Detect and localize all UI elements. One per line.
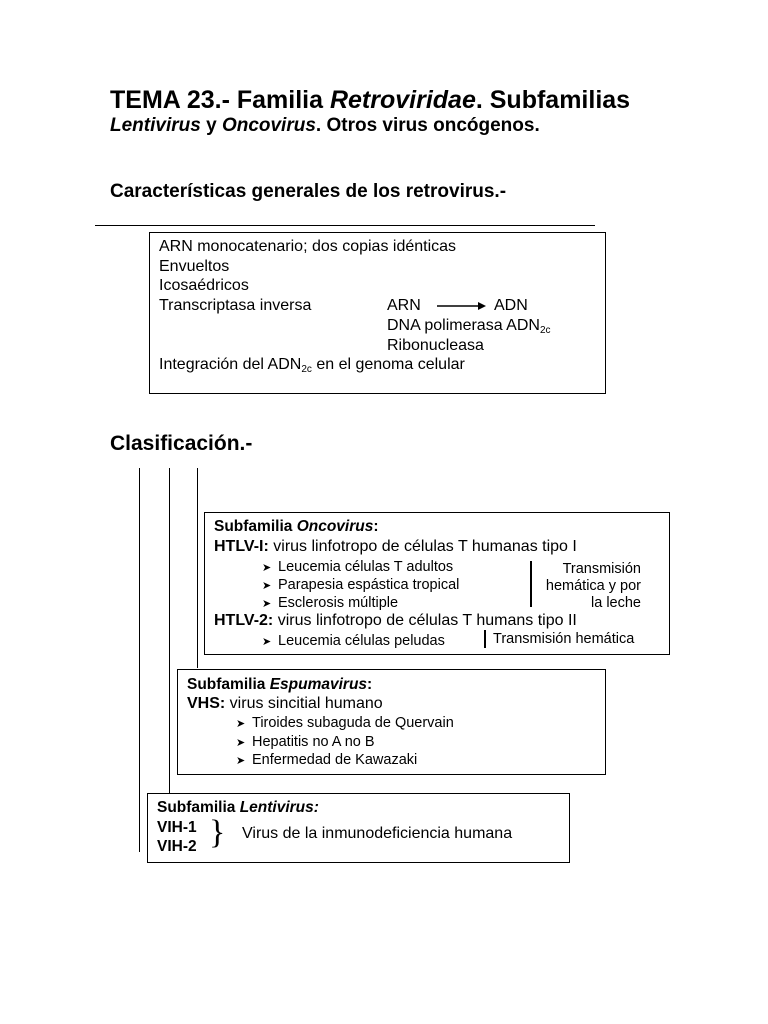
title-text-end: . Subfamilias: [475, 86, 631, 114]
htlv1-item-1: [262, 576, 459, 595]
tree-line-espumavirus: [169, 468, 170, 793]
subtitle-conj: y: [200, 115, 222, 136]
subtitle-oncovirus: Oncovirus: [221, 115, 316, 136]
oncovirus-title-colon: :: [373, 518, 379, 535]
espumavirus-item-0: [236, 714, 454, 733]
lentivirus-title: [157, 798, 319, 818]
vhs-line: [187, 694, 383, 714]
classification-heading: Clasificación.-: [110, 432, 253, 455]
subtitle-text-end: . Otros virus oncógenos.: [315, 115, 540, 136]
bullet-arrow-icon: ➤: [262, 580, 272, 592]
oncovirus-title: [214, 517, 379, 537]
htlv1-item-text: Leucemia células T adultos: [278, 559, 454, 575]
ribonucleasa: Ribonucleasa: [387, 337, 484, 354]
htlv1-transmission-0: Transmisión: [562, 561, 641, 577]
espumavirus-item-2: [236, 751, 417, 770]
dna-polimerasa-text: DNA polimerasa ADN: [387, 317, 540, 334]
htlv1-item-text: Esclerosis múltiple: [278, 595, 399, 611]
feature-line-arn: ARN monocatenario; dos copias idénticas: [159, 238, 457, 255]
lentivirus-title-text: Subfamilia: [157, 799, 240, 816]
vih1-label: VIH-1: [157, 819, 197, 836]
espumavirus-title-colon: :: [367, 676, 373, 693]
features-heading: Características generales de los retrovirus.-: [110, 181, 507, 202]
htlv1-item-0: [262, 558, 453, 577]
integracion-text-end: en el genoma celular: [311, 356, 465, 373]
bullet-arrow-icon: ➤: [262, 598, 272, 610]
feature-line-integracion: [159, 355, 465, 380]
htlv2-separator: [484, 630, 486, 648]
bullet-arrow-icon: ➤: [236, 718, 246, 730]
espumavirus-item-1: [236, 733, 375, 752]
htlv2-item-text: Leucemia células peludas: [278, 633, 445, 649]
arn-label: ARN: [387, 297, 421, 314]
vhs-desc: virus sincitial humano: [225, 695, 383, 712]
espumavirus-title: [187, 675, 372, 695]
htlv2-transmission: Transmisión hemática: [493, 631, 635, 647]
espumavirus-title-text: Subfamilia: [187, 676, 270, 693]
title-text: TEMA 23.- Familia: [110, 86, 330, 114]
lentivirus-title-name: Lentivirus:: [239, 799, 319, 816]
htlv2-name: HTLV-2:: [214, 612, 274, 629]
brace-glyph: }: [209, 814, 226, 851]
subscript-2c: 2c: [539, 325, 551, 336]
espumavirus-item-text: Tiroides subaguda de Quervain: [252, 715, 454, 731]
htlv1-desc: virus linfotropo de células T humanas tipo I: [268, 538, 577, 555]
page-subtitle: [110, 115, 540, 137]
htlv1-transmission-2: la leche: [591, 595, 641, 611]
htlv2-line: [214, 611, 577, 631]
espumavirus-item-text: Hepatitis no A no B: [252, 734, 375, 750]
htlv1-item-text: Parapesia espástica tropical: [278, 577, 460, 593]
heading-underline: [95, 225, 595, 226]
subscript-2c: 2c: [301, 364, 312, 375]
adn-label: ADN: [494, 297, 528, 314]
vih-desc: Virus de la inmunodeficiencia humana: [242, 825, 513, 842]
feature-line-icosaedricos: Icosaédricos: [159, 277, 249, 294]
page-title: [110, 86, 630, 115]
espumavirus-item-text: Enfermedad de Kawazaki: [252, 752, 418, 768]
htlv2-desc: virus linfotropo de células T humans tipo II: [273, 612, 577, 629]
espumavirus-title-name: Espumavirus: [269, 676, 368, 693]
feature-line-transcriptasa: Transcriptasa inversa: [159, 297, 312, 314]
title-family-name: Retroviridae: [329, 86, 476, 114]
htlv2-item-0: [262, 632, 445, 651]
feature-line-envueltos: Envueltos: [159, 258, 230, 275]
oncovirus-title-name: Oncovirus: [296, 518, 374, 535]
vhs-name: VHS:: [187, 695, 226, 712]
htlv1-line: [214, 537, 577, 557]
oncovirus-title-text: Subfamilia: [214, 518, 297, 535]
htlv1-name: HTLV-I:: [214, 538, 269, 555]
vih2-label: VIH-2: [157, 838, 197, 855]
subtitle-lentivirus: Lentivirus: [110, 115, 201, 136]
arrow-right-icon: [436, 300, 488, 312]
integracion-text: Integración del ADN: [159, 356, 302, 373]
bullet-arrow-icon: ➤: [262, 562, 272, 574]
bullet-arrow-icon: ➤: [236, 737, 246, 749]
bullet-arrow-icon: ➤: [236, 755, 246, 767]
tree-line-lentivirus: [139, 468, 140, 852]
tree-line-oncovirus: [197, 468, 198, 668]
htlv1-transmission-1: hemática y por: [545, 578, 641, 594]
bullet-arrow-icon: ➤: [262, 636, 272, 648]
